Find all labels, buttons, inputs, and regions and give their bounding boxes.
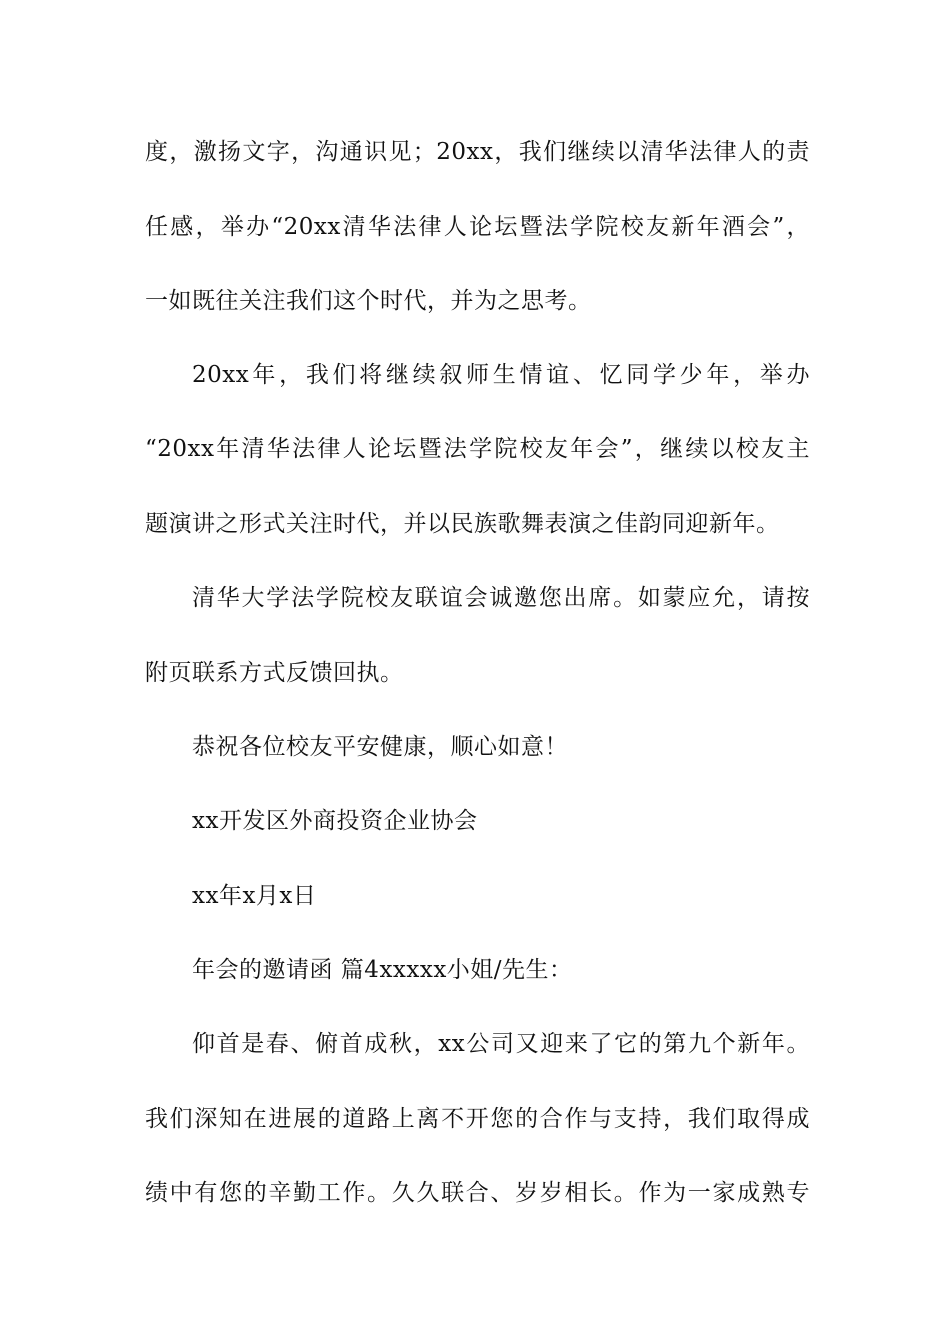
text-line: 题演讲之形式关注时代，并以民族歌舞表演之佳韵同迎新年。	[145, 511, 780, 537]
section-heading: 年会的邀请函 篇4xxxxx小姐/先生：	[192, 957, 573, 983]
closing-wishes: 恭祝各位校友平安健康，顺心如意！	[192, 734, 568, 760]
paragraph-start-line: 仰首是春、俯首成秋，xx公司又迎来了它的第九个新年。	[192, 1031, 810, 1057]
paragraph-start-line: 清华大学法学院校友联谊会诚邀您出席。如蒙应允，请按	[192, 585, 810, 611]
text-line: “20xx年清华法律人论坛暨法学院校友年会”，继续以校友主	[145, 436, 810, 462]
text-line: 我们深知在进展的道路上离不开您的合作与支持，我们取得成	[145, 1106, 810, 1132]
text-line: 任感，举办“20xx清华法律人论坛暨法学院校友新年酒会”，	[145, 214, 810, 240]
signature-date: xx年x月x日	[192, 883, 317, 909]
paragraph-start-line: 20xx年，我们将继续叙师生情谊、忆同学少年，举办	[192, 362, 810, 388]
text-line: 附页联系方式反馈回执。	[145, 660, 404, 686]
signature-organization: xx开发区外商投资企业协会	[192, 808, 478, 834]
text-line: 绩中有您的辛勤工作。久久联合、岁岁相长。作为一家成熟专	[145, 1180, 810, 1206]
text-line: 度，激扬文字，沟通识见；20xx，我们继续以清华法律人的责	[145, 139, 810, 165]
text-line: 一如既往关注我们这个时代，并为之思考。	[145, 288, 592, 314]
